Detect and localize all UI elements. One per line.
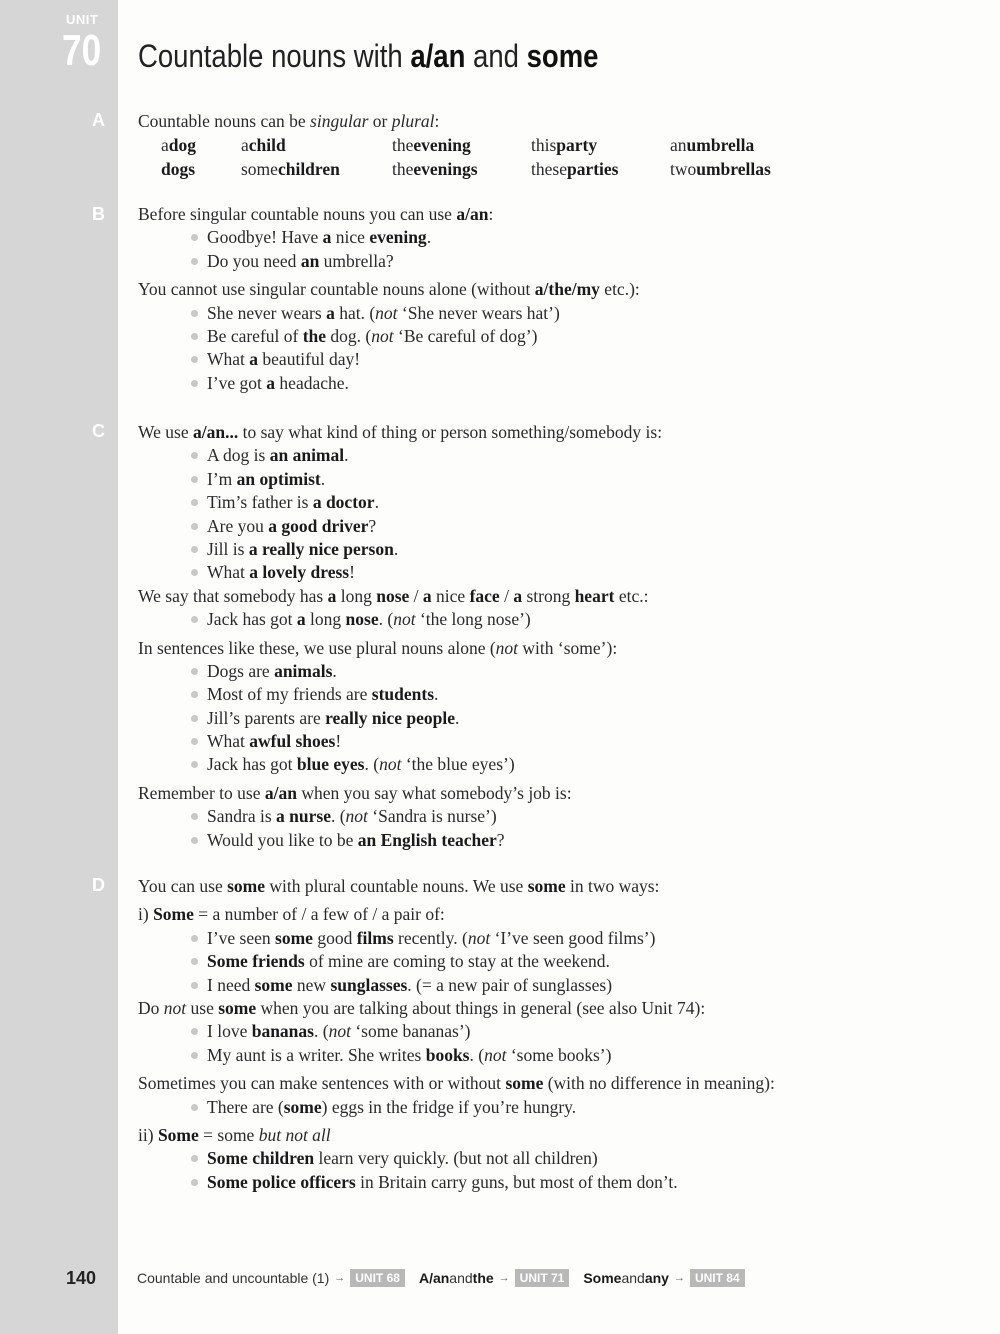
bold-text: Some — [153, 904, 194, 925]
text: when you say what somebody’s job is: — [296, 782, 572, 803]
text: ‘I’ve seen good films’) — [490, 927, 656, 948]
bold-text: an animal — [269, 445, 345, 466]
bold-text: an English teacher — [357, 829, 497, 850]
bold-text: Some police officers — [207, 1171, 356, 1192]
bold-text: umbrellas — [696, 159, 771, 180]
example-bullet — [138, 444, 938, 467]
bold-text: a — [296, 609, 306, 630]
text: nice — [331, 227, 370, 248]
text: Countable and uncountable (1) — [137, 1270, 330, 1286]
noun-example-row — [138, 133, 938, 157]
text: etc.): — [599, 279, 640, 300]
bold-text: Some — [157, 1124, 199, 1145]
text: and — [621, 1270, 645, 1286]
example-bullet — [138, 950, 938, 973]
explanation-line — [138, 585, 938, 608]
example-bullet — [138, 372, 938, 395]
bold-text: heart — [574, 585, 615, 606]
text: ! — [349, 562, 355, 583]
text: the — [392, 159, 414, 180]
text: ‘the long nose’) — [415, 609, 531, 630]
text: umbrella? — [319, 250, 394, 271]
text: Dogs are — [207, 660, 275, 681]
bold-text: evenings — [413, 159, 478, 180]
example-bullet — [138, 730, 938, 753]
text: I love — [207, 1021, 252, 1042]
text: Before singular countable nouns you can use — [138, 204, 457, 224]
text: i) — [138, 904, 154, 925]
bold-text: parties — [566, 159, 619, 180]
text: Jill is — [207, 538, 249, 559]
text: . — [434, 684, 439, 705]
text: an — [670, 135, 687, 156]
example-bullet — [138, 491, 938, 514]
example-bullet — [138, 325, 938, 348]
bold-text: a doctor — [312, 492, 375, 513]
example-bullet — [138, 660, 938, 683]
text: What — [207, 562, 250, 583]
bold-text: a lovely dress — [249, 562, 350, 583]
example-bullet — [138, 1096, 938, 1119]
example-bullet — [138, 226, 938, 249]
unit-number: 70 — [62, 26, 102, 75]
bold-text: umbrella — [686, 135, 755, 156]
unit-reference-badge: UNIT 71 — [515, 1269, 570, 1287]
text: Would you like to be — [207, 829, 358, 850]
text: / — [409, 585, 423, 606]
text: ‘Sandra is nurse’) — [367, 806, 497, 827]
text: of mine are coming to stay at the weekend. — [304, 951, 610, 972]
text: use — [186, 997, 219, 1018]
text: . ( — [330, 806, 346, 827]
section-letter-b: B — [92, 204, 105, 224]
text: Do you need — [207, 250, 301, 271]
text: . — [344, 445, 349, 466]
text: good — [312, 927, 357, 948]
bold-text: bananas — [251, 1021, 314, 1042]
unit-reference-badge: UNIT 68 — [350, 1269, 405, 1287]
bold-text: a nurse — [276, 806, 331, 827]
text: with plural countable nouns. We use — [265, 876, 528, 896]
explanation-line — [138, 1072, 938, 1095]
text: in two ways: — [565, 876, 660, 896]
paragraph — [138, 421, 938, 632]
text: ) eggs in the fridge if you’re hungry. — [321, 1096, 577, 1117]
text: Jack has got — [207, 754, 297, 775]
bold-text: face — [469, 585, 500, 606]
text: long — [336, 585, 377, 606]
example-bullet — [138, 829, 938, 852]
bold-text: party — [556, 135, 598, 156]
cross-reference — [137, 1269, 405, 1287]
text: Be careful of — [207, 325, 303, 346]
bold-text: sunglasses — [330, 974, 408, 995]
text: ‘the blue eyes’) — [401, 754, 515, 775]
text: Sometimes you can make sentences with or without — [138, 1073, 506, 1094]
noun-example — [392, 157, 531, 181]
bold-text: any — [644, 1270, 669, 1286]
noun-example — [161, 133, 241, 157]
bold-text: a — [249, 349, 259, 370]
text: (with no difference in meaning): — [543, 1073, 775, 1094]
text: ? — [368, 515, 377, 536]
italic-text: not — [393, 609, 416, 630]
arrow-right-icon: → — [673, 1272, 685, 1284]
text: In sentences like these, we use plural nouns alone ( — [138, 637, 496, 658]
explanation-line — [138, 203, 938, 226]
text: ii) — [138, 1124, 158, 1145]
text: I’ve seen — [207, 927, 276, 948]
text: recently. ( — [393, 927, 468, 948]
unit-sidebar — [0, 0, 118, 1334]
text: . — [455, 707, 460, 728]
text: long — [305, 609, 346, 630]
text: a — [241, 135, 249, 156]
italic-text: not — [371, 325, 394, 346]
italic-text: but not all — [258, 1124, 331, 1145]
text: There are ( — [207, 1096, 284, 1117]
text: some — [241, 159, 278, 180]
bold-text: a really nice person — [248, 538, 394, 559]
example-bullet — [138, 1020, 938, 1043]
text: Sandra is — [207, 806, 277, 827]
bold-text: students — [371, 684, 435, 705]
text: / — [499, 585, 514, 606]
bold-text: dog — [168, 135, 197, 156]
bold-text: Some friends — [207, 951, 305, 972]
bold-text: nose — [345, 609, 379, 630]
example-bullet — [138, 515, 938, 538]
bold-text: some — [254, 974, 293, 995]
example-bullet — [138, 348, 938, 371]
text: My aunt is a writer. She writes — [207, 1044, 426, 1065]
section-a — [138, 110, 938, 181]
italic-text: not — [345, 806, 368, 827]
example-bullet — [138, 561, 938, 584]
bold-text: a — [322, 227, 332, 248]
italic-text: not — [484, 1044, 507, 1065]
text: to say what kind of thing or person something/somebody is: — [238, 422, 663, 442]
example-bullet — [138, 974, 938, 997]
text: . (= a new pair of sunglasses) — [407, 974, 613, 995]
example-bullet — [138, 683, 938, 706]
text: with ‘some’): — [518, 637, 618, 658]
example-bullet — [138, 608, 938, 631]
text: ‘some bananas’) — [350, 1021, 471, 1042]
text: . ( — [313, 1021, 329, 1042]
bold-text: books — [425, 1044, 470, 1065]
text: I need — [207, 974, 255, 995]
text: . ( — [364, 754, 380, 775]
text: hat. ( — [334, 302, 376, 323]
text: A dog is — [207, 445, 270, 466]
bold-text: children — [277, 159, 340, 180]
bold-text: dogs — [161, 159, 196, 180]
bold-text: a/an — [456, 204, 489, 224]
noun-example-row — [138, 157, 938, 181]
text: . — [332, 660, 337, 681]
bold-text: some — [227, 876, 266, 896]
arrow-right-icon: → — [334, 1272, 346, 1284]
text: Remember to use — [138, 782, 265, 803]
text: these — [531, 159, 567, 180]
bold-text: some — [283, 1096, 322, 1117]
page-title: Countable nouns with a/an and some — [138, 38, 599, 74]
text: Most of my friends are — [207, 684, 372, 705]
explanation-line — [138, 1124, 938, 1147]
noun-example — [392, 133, 531, 157]
bold-text: an optimist — [236, 468, 321, 489]
paragraph — [138, 1124, 938, 1194]
bold-text: some — [527, 876, 566, 896]
text: She never wears — [207, 302, 327, 323]
noun-example — [531, 133, 670, 157]
noun-example — [670, 157, 810, 181]
text: What — [207, 349, 250, 370]
explanation-line — [138, 278, 938, 301]
text: = a number of / a few of / a pair of: — [193, 904, 445, 925]
text: ‘Be careful of dog’) — [393, 325, 538, 346]
unit-reference-badge: UNIT 84 — [690, 1269, 745, 1287]
bold-text: evening — [413, 135, 471, 156]
paragraph — [138, 637, 938, 777]
text: two — [670, 159, 697, 180]
text: We say that somebody has — [138, 585, 328, 606]
text: nice — [431, 585, 470, 606]
bold-text: a good driver — [268, 515, 369, 536]
paragraph — [138, 1072, 938, 1119]
bold-text: films — [356, 927, 394, 948]
bold-text: Some — [583, 1270, 622, 1286]
text: strong — [522, 585, 575, 606]
intro-line — [138, 110, 938, 133]
paragraph — [138, 782, 938, 852]
text: Countable nouns can be — [138, 111, 311, 131]
explanation-line — [138, 997, 938, 1020]
bold-text: some — [218, 997, 257, 1018]
text: and — [449, 1270, 473, 1286]
section-letter-c: C — [92, 421, 105, 441]
section-d — [138, 875, 938, 1194]
text: Tim’s father is — [207, 492, 313, 513]
example-bullet — [138, 927, 938, 950]
italic-text: plural — [391, 111, 435, 131]
text: . ( — [378, 609, 394, 630]
italic-text: not — [495, 637, 519, 658]
bold-text: animals — [274, 660, 333, 681]
bold-text: the — [302, 325, 327, 346]
italic-text: singular — [310, 111, 369, 131]
text: You can use — [138, 876, 228, 896]
bold-text: awful shoes — [249, 731, 336, 752]
text: headache. — [275, 372, 349, 393]
text: You cannot use singular countable nouns alone (without — [138, 279, 535, 300]
text: Do — [138, 997, 164, 1018]
section-c — [138, 421, 938, 852]
text: ‘She never wears hat’) — [397, 302, 560, 323]
italic-text: not — [467, 927, 491, 948]
text: Jill’s parents are — [207, 707, 326, 728]
text: dog. ( — [326, 325, 372, 346]
bold-text: some — [275, 927, 313, 948]
bold-text: the — [472, 1270, 494, 1286]
text: ! — [335, 731, 342, 752]
noun-example — [531, 157, 670, 181]
explanation-line — [138, 903, 938, 926]
example-bullet — [138, 753, 938, 776]
explanation-line — [138, 782, 938, 805]
example-bullet — [138, 538, 938, 561]
paragraph — [138, 875, 938, 898]
text: . — [320, 468, 326, 489]
footer-cross-references — [137, 1269, 759, 1287]
arrow-right-icon: → — [498, 1272, 510, 1284]
explanation-line — [138, 875, 938, 898]
text: the — [392, 135, 414, 156]
text: Goodbye! Have — [207, 227, 323, 248]
bold-text: a — [326, 302, 335, 323]
bold-text: evening — [369, 227, 427, 248]
bold-text: A/an — [418, 1270, 450, 1286]
italic-text: not — [328, 1021, 351, 1042]
example-bullet — [138, 1147, 938, 1170]
text: I’ve got — [207, 372, 267, 393]
section-letter-d: D — [92, 875, 105, 895]
example-bullet — [138, 468, 938, 491]
bold-text: blue eyes — [296, 754, 365, 775]
text: beautiful day! — [258, 349, 361, 370]
noun-example — [241, 133, 392, 157]
explanation-line — [138, 421, 938, 444]
example-bullet — [138, 302, 938, 325]
text: ? — [496, 829, 505, 850]
cross-reference — [583, 1269, 744, 1287]
italic-text: not — [379, 754, 402, 775]
bold-text: a/an — [264, 782, 297, 803]
noun-example — [161, 157, 241, 181]
example-bullet — [138, 707, 938, 730]
bold-text: child — [248, 135, 286, 156]
text: a — [161, 135, 169, 156]
bold-text: a — [422, 585, 432, 606]
bold-text: some — [505, 1073, 544, 1094]
text: this — [531, 135, 557, 156]
text: I’m — [207, 468, 237, 489]
bold-text: a — [513, 585, 523, 606]
paragraph — [138, 278, 938, 395]
example-bullet — [138, 1171, 938, 1194]
text: ‘some books’) — [506, 1044, 612, 1065]
bold-text: a/an... — [192, 422, 239, 442]
text: : — [434, 111, 440, 131]
text: Are you — [207, 515, 269, 536]
text: or — [368, 111, 392, 131]
bold-text: nose — [376, 585, 410, 606]
noun-example — [670, 133, 810, 157]
bold-text: a/the/my — [534, 279, 600, 300]
bold-text: really nice people — [325, 707, 456, 728]
bold-text: an — [300, 250, 320, 271]
text: We use — [138, 422, 193, 442]
example-bullet — [138, 1044, 938, 1067]
text: in Britain carry guns, but most of them don’t. — [355, 1171, 678, 1192]
bold-text: Some children — [207, 1148, 315, 1169]
example-bullet — [138, 805, 938, 828]
section-b — [138, 203, 938, 395]
text: new — [292, 974, 331, 995]
text: = some — [198, 1124, 259, 1145]
noun-example — [241, 157, 392, 181]
page-number: 140 — [66, 1268, 97, 1288]
text: when you are talking about things in general (see also Unit 74): — [256, 997, 706, 1018]
paragraph — [138, 203, 938, 273]
bold-text: a — [266, 372, 276, 393]
bold-text: a — [327, 585, 337, 606]
text: etc.: — [614, 585, 649, 606]
paragraph — [138, 903, 938, 1067]
explanation-line — [138, 637, 938, 660]
text: Jack has got — [207, 609, 297, 630]
example-bullet — [138, 250, 938, 273]
text: : — [488, 204, 494, 224]
section-letter-a: A — [92, 110, 105, 130]
text: . — [374, 492, 379, 513]
italic-text: not — [163, 997, 187, 1018]
text: . — [393, 538, 399, 559]
text: . — [426, 227, 432, 248]
cross-reference — [419, 1269, 569, 1287]
text: . ( — [469, 1044, 485, 1065]
text: What — [207, 731, 250, 752]
text: learn very quickly. (but not all children) — [314, 1148, 598, 1169]
italic-text: not — [375, 302, 398, 323]
unit-label: UNIT — [66, 12, 99, 27]
